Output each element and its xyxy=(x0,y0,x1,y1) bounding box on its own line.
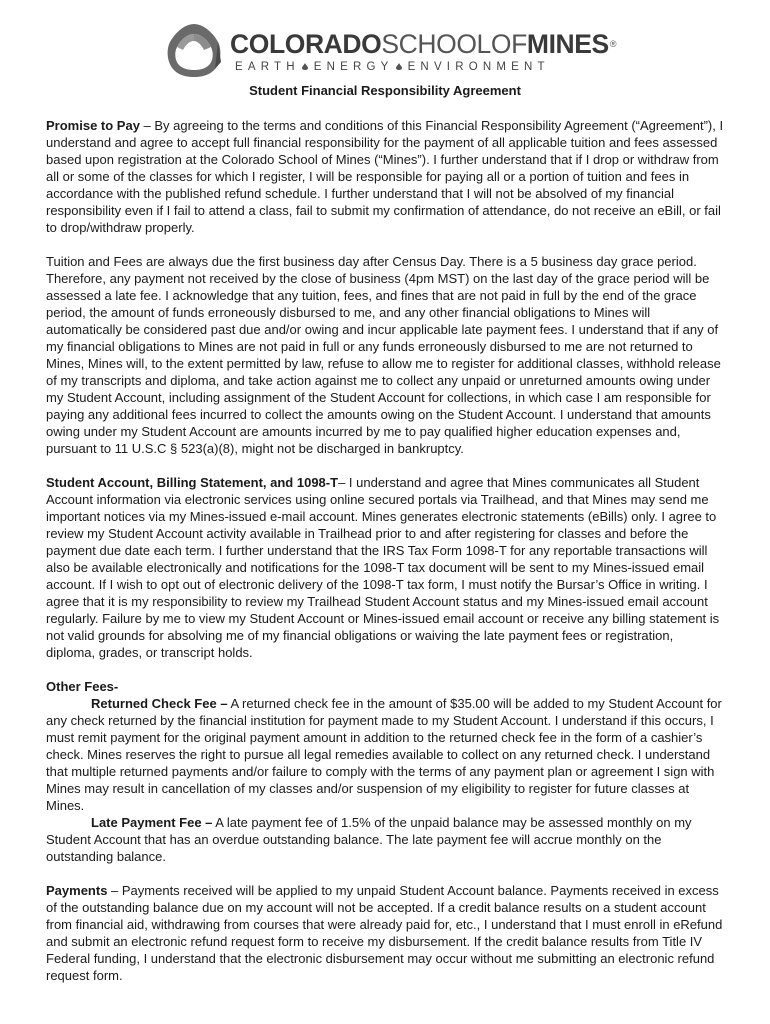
school-logo xyxy=(166,20,617,82)
promise-to-pay-heading: Promise to Pay xyxy=(46,118,140,133)
drop-icon xyxy=(302,63,308,69)
document-body xyxy=(46,117,724,1001)
tagline-environment: ENVIRONMENT xyxy=(407,61,550,73)
promise-to-pay-text: – By agreeing to the terms and conditions of this Financial Responsibility Agreement (“Agreement”), I understand and agree to accept full financial responsibility for the payment of all applicable tuition and fees assessed based upon registration at the Colorado School of Mines (“Mines”). I further understand that if I drop or withdraw from all or some of the classes for which I register, I will be responsible for paying all or a portion of tuition and fees in accordance with the published refund schedule. I further understand that I will not be absolved of my financial responsibility even if I fail to attend a class, fail to submit my confirmation of attendance, do not receive an eBill, or fail to drop/withdraw properly. xyxy=(46,118,724,235)
tagline xyxy=(235,61,550,73)
wordmark xyxy=(230,29,616,59)
wordmark-school: SCHOOL xyxy=(381,29,491,59)
billing-text: – I understand and agree that Mines communicates all Student Account information via electronic services using online secured portals via Trailhead, and that Mines may send me important notices via my Mines-issued e-mail account. Mines generates electronic statements (eBills) only. I agree to review my Student Account activity available in Trailhead prior to and after registering for classes and before the payment due date each term. I further understand that the IRS Tax Form 1098-T for any reportable transactions will also be available electronically and notifications for the 1098-T tax document will be sent to my Mines-issued email account. If I wish to opt out of electronic delivery of the 1098-T tax form, I must notify the Bursar’s Office in writing. I agree that it is my responsibility to review my Trailhead Student Account status and my Mines-issued email account regularly. Failure by me to view my Student Account or Mines-issued email account or receive any billing statement is not valid grounds for absolving me of my financial obligations or waiving the late payment fees or registration, diploma, grades, or transcript holds. xyxy=(46,475,720,660)
wordmark-of: OF xyxy=(490,29,527,59)
tuition-fees-paragraph: Tuition and Fees are always due the first business day after Census Day. There is a 5 business day grace period. Therefore, any payment not received by the close of business (4pm MST) on the last day of the grace period will be assessed a late fee. I acknowledge that any tuition, fees, and fines that are not paid in full by the end of the grace period, the amount of funds erroneously disbursed to me, and any other financial obligations to Mines will automatically be considered past due and/or owing and incur applicable late payment fees. I understand that if any of my financial obligations to Mines are not paid in full or any funds erroneously disbursed to me are not returned to Mines, Mines will, to the extent permitted by law, refuse to allow me to register for additional classes, withhold release of my transcripts and diploma, and take action against me to collect any unpaid or unreturned amounts owing under my Student Account, including assignment of the Student Account for collections, in which case I am responsible for paying any additional fees incurred to collect the amounts owing on the Student Account. I understand that amounts owing under my Student Account are amounts incurred by me to pay qualified higher education expenses and, pursuant to 11 U.S.C § 523(a)(8), might not be discharged in bankruptcy. xyxy=(46,254,721,456)
other-fees-heading-text: Other Fees- xyxy=(46,679,119,694)
wordmark-colorado: COLORADO xyxy=(230,29,382,59)
tagline-earth: EARTH xyxy=(235,61,300,73)
late-payment-paragraph xyxy=(46,814,724,865)
billing-heading: Student Account, Billing Statement, and 1098-T xyxy=(46,475,339,490)
payments-paragraph xyxy=(46,882,724,984)
tagline-energy: ENERGY xyxy=(313,61,394,73)
other-fees-heading xyxy=(46,678,724,695)
billing-paragraph xyxy=(46,474,724,661)
returned-check-paragraph xyxy=(46,695,724,814)
late-payment-heading: Late Payment Fee – xyxy=(91,815,213,830)
late-payment-text: A late payment fee of 1.5% of the unpaid balance may be assessed monthly on my Student Account that has an overdue outstanding balance. The late payment fee will accrue monthly on the outstanding balance. xyxy=(46,815,692,864)
mines-logo-icon xyxy=(166,22,222,78)
payments-heading: Payments xyxy=(46,883,108,898)
payments-text: – Payments received will be applied to my unpaid Student Account balance. Payments received in excess of the outstanding balance due on my account will not be accepted. If a credit balance results on a student account from financial aid, withdrawing from courses that were already paid for, etc., I understand that I must enroll in eRefund and submit an electronic refund request form to receive my disbursement. If the credit balance results from Title IV Federal funding, I understand that the electronic disbursement may occur without me submitting an electronic refund request form. xyxy=(46,883,723,983)
promise-to-pay-paragraph xyxy=(46,117,724,236)
document-title: Student Financial Responsibility Agreement xyxy=(249,83,521,98)
wordmark-mines: MINES xyxy=(526,29,609,59)
drop-icon xyxy=(396,63,402,69)
returned-check-text: A returned check fee in the amount of $35.00 will be added to my Student Account for any check returned by the financial institution for payment made to my Student Account. I understand if this occurs, I must remit payment for the original payment amount in addition to the returned check fee in the form of a cashier’s check. Mines reserves the right to pursue all legal remedies available to collect on any returned check. I understand that multiple returned payments and/or failure to comply with the terms of any payment plan or agreement I sign with Mines may result in cancellation of my classes and/or suspension of my eligibility to register for future classes at Mines. xyxy=(46,696,722,813)
returned-check-heading: Returned Check Fee – xyxy=(91,696,228,711)
registered-mark: ® xyxy=(609,39,617,49)
